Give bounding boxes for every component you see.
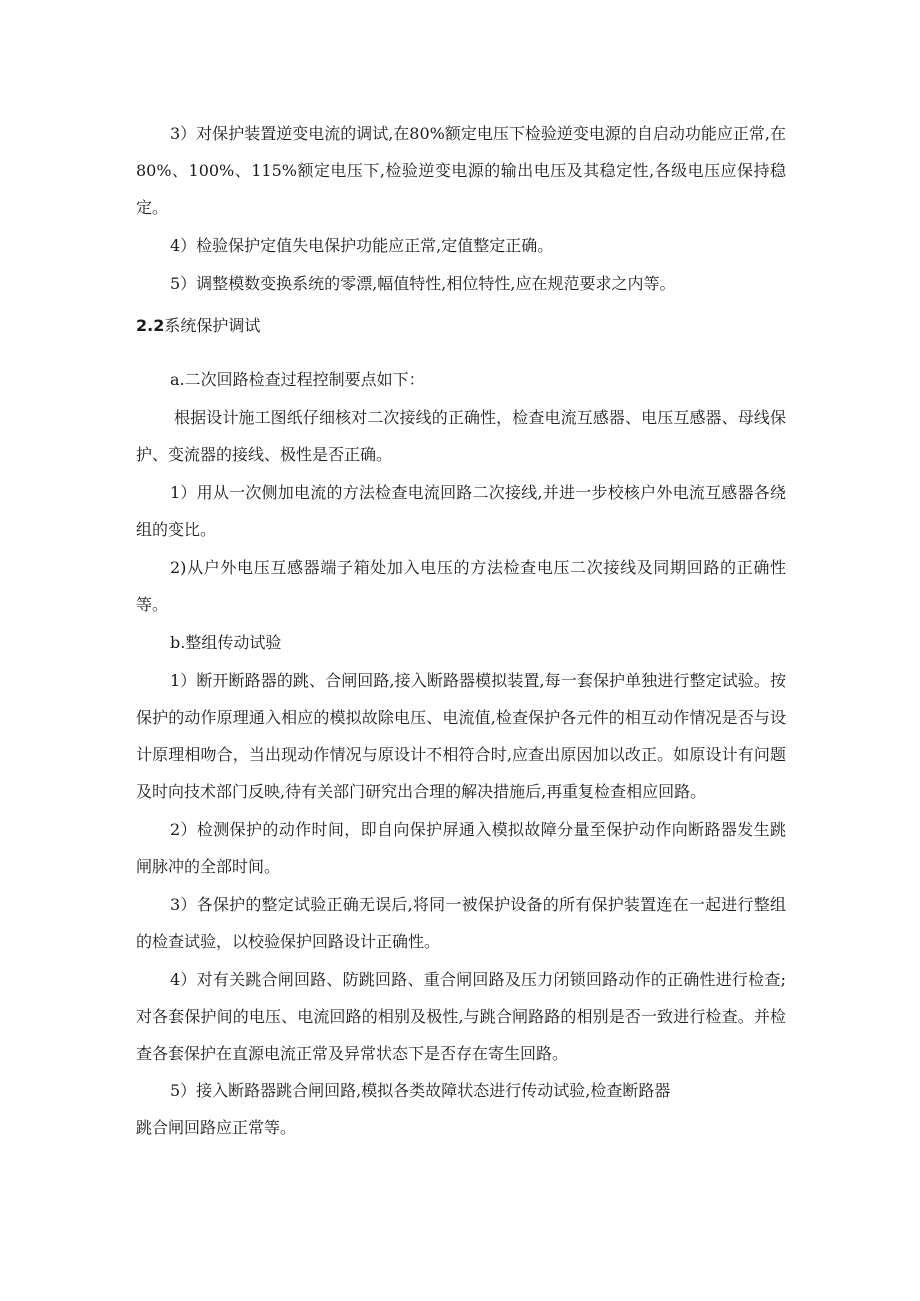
subsection-b-item-3: 3）各保护的整定试验正确无误后,将同一被保护设备的所有保护装置连在一起进行整组的检查试验，以校验保护回路设计正确性。 [136, 895, 786, 951]
subsection-a-intro: 根据设计施工图纸仔细核对二次接线的正确性，检查电流互感器、电压互感器、母线保护、变流器的接线、极性是否正确。 [136, 408, 786, 464]
subsection-b-item-5-line-2: 跳合闸回路应正常等。 [136, 1118, 297, 1137]
section-heading [136, 307, 786, 344]
paragraph-item-4: 4）检验保护定值失电保护功能应正常,定值整定正确。 [170, 236, 554, 255]
subsection-a-title: a.二次回路检查过程控制要点如下： [170, 370, 425, 389]
subsection-b-item-2: 2）检测保护的动作时间，即自向保护屏通入模拟故障分量至保护动作向断路器发生跳闸脉冲的全部时间。 [136, 820, 786, 876]
paragraph-item-5: 5）调整模数变换系统的零漂,幅值特性,相位特性,应在规范要求之内等。 [170, 274, 676, 293]
subsection-b-item-1: 1）断开断路器的跳、合闸回路,接入断路器模拟装置,每一套保护单独进行整定试验。按保护的动作原理通入相应的模拟故除电压、电流值,检查保护各元件的相互动作情况是否与设计原理相吻合，当出现动作情况与原设计不相符合时,应查出原因加以改正。如原设计有问题及时向技术部门反映,待有关部门研究出合理的解决措施后,再重复检查相应回路。 [136, 671, 786, 801]
subsection-a-item-1: 1）用从一次侧加电流的方法检查电流回路二次接线,并进一步校核户外电流互感器各绕组的变比。 [136, 483, 786, 539]
document-body [136, 115, 786, 1146]
subsection-b-title: b.整组传动试验 [170, 633, 282, 652]
subsection-b-item-5-line-1: 5）接入断路器跳合闸回路,模拟各类故障状态进行传动试验,检查断路器 [170, 1081, 671, 1100]
section-number: 2.2 [136, 316, 165, 335]
subsection-a-item-2: 2)从户外电压互感器端子箱处加入电压的方法检查电压二次接线及同期回路的正确性等。 [136, 558, 786, 614]
paragraph-item-3: 3）对保护装置逆变电流的调试,在80%额定电压下检验逆变电源的自启动功能应正常,在80%、100%、115%额定电压下,检验逆变电源的输出电压及其稳定性,各级电压应保持稳定。 [136, 124, 786, 217]
subsection-b-item-4: 4）对有关跳合闸回路、防跳回路、重合闸回路及压力闭锁回路动作的正确性进行检查;对各套保护间的电压、电流回路的相别及极性,与跳合闸路路的相别是否一致进行检查。并检查各套保护在直源电流正常及异常状态下是否存在寄生回路。 [136, 970, 786, 1063]
section-title: 系统保护调试 [164, 316, 261, 335]
